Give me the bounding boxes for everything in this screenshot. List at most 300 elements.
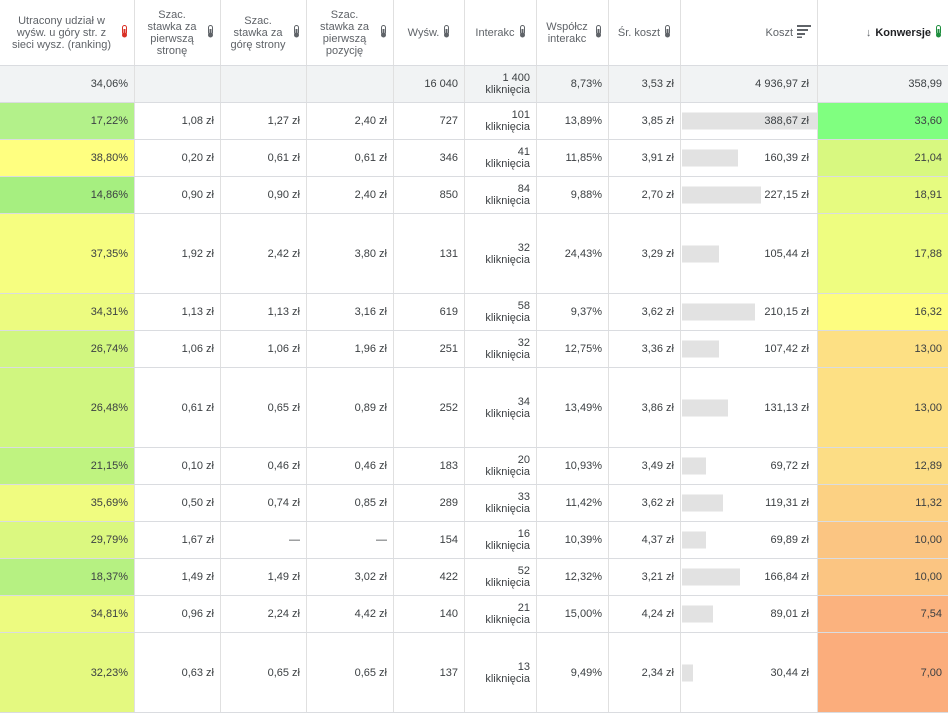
cell-cost	[681, 294, 818, 330]
cell-interactions	[465, 633, 537, 712]
column-header-label: Wyśw.	[407, 26, 440, 39]
cell-interactions	[465, 485, 537, 521]
interaction_rate-value: 11,42%	[565, 497, 602, 509]
table-row[interactable]	[0, 103, 948, 140]
column-header-label: Szac. stawka za pierwszą pozycję	[320, 8, 369, 57]
cell-bid_first_pos	[307, 66, 394, 102]
cell-bid_first_pos	[307, 103, 394, 139]
cell-bid_top	[221, 633, 307, 712]
bid_top-value: 1,27 zł	[267, 115, 300, 127]
cell-bid_first_page	[135, 66, 221, 102]
lost_is-value: 26,48%	[90, 401, 128, 414]
cell-cost	[681, 177, 818, 213]
interactions-count: 20	[517, 454, 530, 466]
bid_first_page-value: 1,67 zł	[181, 534, 214, 546]
table-row[interactable]	[0, 331, 948, 368]
cell-lost_is	[0, 66, 135, 102]
column-header-label: Konwersje	[875, 26, 931, 39]
impr-value: 16 040	[424, 78, 458, 90]
cost-value: 131,13 zł	[764, 401, 809, 414]
thermometer-gray-icon	[380, 25, 387, 41]
cost-value: 166,84 zł	[764, 571, 809, 583]
cell-bid_first_pos	[307, 177, 394, 213]
cost-bar	[682, 532, 706, 549]
cell-impr	[394, 103, 465, 139]
cell-conversions	[818, 66, 948, 102]
cost-bar	[682, 664, 693, 681]
interactions-value	[485, 602, 530, 626]
cell-conversions	[818, 294, 948, 330]
cell-lost_is	[0, 177, 135, 213]
column-header-label: Współcz interakc	[546, 20, 588, 45]
cell-cost	[681, 140, 818, 176]
bid_first_page-value: 0,10 zł	[181, 460, 214, 472]
conversions-value: 21,04	[914, 152, 942, 164]
impr-value: 346	[439, 152, 458, 164]
interactions-value	[485, 337, 530, 361]
cell-lost_is	[0, 633, 135, 712]
cell-interaction_rate	[537, 177, 609, 213]
interactions-count: 101	[511, 109, 530, 121]
cell-interactions	[465, 103, 537, 139]
cell-bid_top	[221, 368, 307, 447]
lost_is-value: 18,37%	[90, 571, 128, 583]
column-header-label: Utracony udział w wyśw. u góry str. z sieci wysz. (ranking)	[11, 14, 112, 51]
lost_is-value: 14,86%	[90, 189, 128, 201]
conversions-value: 13,00	[914, 401, 942, 414]
cell-interactions	[465, 559, 537, 595]
interactions-unit: kliknięcia	[485, 84, 530, 96]
lost_is-value: 35,69%	[90, 497, 128, 509]
cell-avg_cost	[609, 485, 681, 521]
cell-bid_first_pos	[307, 331, 394, 367]
cell-lost_is	[0, 331, 135, 367]
thermometer-gray-icon	[207, 25, 214, 41]
cell-interactions	[465, 522, 537, 558]
cell-conversions	[818, 633, 948, 712]
column-header-cost[interactable]	[681, 0, 818, 65]
cell-bid_first_pos	[307, 140, 394, 176]
impr-value: 850	[439, 189, 458, 201]
column-header-impr[interactable]	[394, 0, 465, 65]
cell-conversions	[818, 331, 948, 367]
cell-interaction_rate	[537, 368, 609, 447]
table-row[interactable]	[0, 448, 948, 485]
cell-interactions	[465, 66, 537, 102]
cell-cost	[681, 331, 818, 367]
interactions-value	[485, 146, 530, 170]
cost-bar	[682, 150, 738, 167]
interaction_rate-value: 9,37%	[570, 306, 602, 318]
column-header-interaction_rate[interactable]	[537, 0, 609, 65]
avg_cost-value: 3,29 zł	[641, 247, 674, 260]
bid_first_page-value: 0,63 zł	[181, 666, 214, 679]
cell-conversions	[818, 103, 948, 139]
cost-bar	[682, 495, 723, 512]
cost-value: 388,67 zł	[764, 115, 809, 127]
interaction_rate-value: 11,85%	[565, 152, 602, 164]
cost-value: 105,44 zł	[764, 247, 809, 260]
interactions-count: 16	[517, 528, 530, 540]
bid_first_pos-value: 2,40 zł	[354, 189, 387, 201]
conversions-value: 17,88	[914, 247, 942, 260]
cell-interactions	[465, 596, 537, 632]
conversions-value: 16,32	[914, 306, 942, 318]
cell-impr	[394, 66, 465, 102]
bid_top-value: 2,24 zł	[267, 608, 300, 620]
impr-value: 727	[439, 115, 458, 127]
bid_first_page-value: 1,06 zł	[181, 343, 214, 355]
interactions-count: 58	[517, 300, 530, 312]
cell-lost_is	[0, 596, 135, 632]
cell-bid_first_page	[135, 331, 221, 367]
conversions-value: 10,00	[914, 534, 942, 546]
cell-bid_top	[221, 140, 307, 176]
thermometer-gray-icon	[293, 25, 300, 41]
cell-lost_is	[0, 485, 135, 521]
cell-bid_top	[221, 559, 307, 595]
table-row[interactable]	[0, 633, 948, 713]
cell-impr	[394, 485, 465, 521]
conversions-value: 13,00	[914, 343, 942, 355]
table-header	[0, 0, 948, 66]
interactions-count: 21	[517, 602, 530, 614]
cell-interactions	[465, 294, 537, 330]
thermometer-red-icon	[121, 25, 128, 41]
bid_first_page-value: 1,92 zł	[181, 247, 214, 260]
interactions-unit: kliknięcia	[485, 121, 530, 133]
interactions-value	[485, 183, 530, 207]
avg_cost-value: 3,62 zł	[641, 306, 674, 318]
interactions-value	[485, 72, 530, 96]
cell-bid_top	[221, 331, 307, 367]
cost-bar	[682, 458, 706, 475]
cell-bid_first_page	[135, 559, 221, 595]
cost-bar	[682, 399, 728, 416]
bid_first_pos-value: 3,80 zł	[354, 247, 387, 260]
cell-interactions	[465, 177, 537, 213]
totals-row	[0, 66, 948, 103]
bid_first_pos-value: 1,96 zł	[354, 343, 387, 355]
cell-bid_top	[221, 294, 307, 330]
bid_top-value: —	[289, 534, 300, 546]
interactions-value	[485, 454, 530, 478]
cell-conversions	[818, 559, 948, 595]
cell-lost_is	[0, 214, 135, 293]
cost-value: 89,01 zł	[770, 608, 809, 620]
cell-impr	[394, 596, 465, 632]
cell-impr	[394, 633, 465, 712]
cell-avg_cost	[609, 66, 681, 102]
cell-lost_is	[0, 103, 135, 139]
cell-impr	[394, 177, 465, 213]
cell-lost_is	[0, 294, 135, 330]
cell-bid_top	[221, 596, 307, 632]
cell-interaction_rate	[537, 140, 609, 176]
cell-avg_cost	[609, 596, 681, 632]
cell-interactions	[465, 368, 537, 447]
bid_first_pos-value: 0,89 zł	[354, 401, 387, 414]
cell-avg_cost	[609, 331, 681, 367]
lost_is-value: 29,79%	[90, 534, 128, 546]
bid_top-value: 0,65 zł	[267, 401, 300, 414]
cell-lost_is	[0, 368, 135, 447]
interaction_rate-value: 13,89%	[564, 115, 602, 127]
column-header-conversions[interactable]	[818, 0, 948, 65]
bid_first_pos-value: 0,61 zł	[354, 152, 387, 164]
cell-cost	[681, 368, 818, 447]
cost-bar	[682, 569, 740, 586]
cell-interaction_rate	[537, 596, 609, 632]
interactions-count: 32	[517, 337, 530, 349]
cost-bar	[682, 304, 755, 321]
interactions-value	[485, 491, 530, 515]
lost_is-value: 21,15%	[90, 460, 128, 472]
interaction_rate-value: 15,00%	[564, 608, 602, 620]
bid_first_page-value: 0,61 zł	[181, 401, 214, 414]
table-row[interactable]	[0, 214, 948, 294]
cell-bid_top	[221, 448, 307, 484]
column-header-bid_first_page[interactable]	[135, 0, 221, 65]
column-header-interactions[interactable]	[465, 0, 537, 65]
interaction_rate-value: 12,75%	[564, 343, 602, 355]
bid_first_pos-value: 0,85 zł	[354, 497, 387, 509]
cell-cost	[681, 103, 818, 139]
cell-bid_first_page	[135, 177, 221, 213]
cell-impr	[394, 368, 465, 447]
bid_first_page-value: 0,96 zł	[181, 608, 214, 620]
conversions-value: 11,32	[915, 497, 942, 509]
table-row[interactable]	[0, 559, 948, 596]
interaction_rate-value: 10,39%	[564, 534, 602, 546]
conversions-value: 7,54	[920, 608, 942, 620]
interactions-unit: kliknięcia	[485, 407, 530, 420]
table-body	[0, 103, 948, 713]
interactions-value	[485, 109, 530, 133]
cost-value: 119,31 zł	[765, 497, 809, 509]
cell-avg_cost	[609, 559, 681, 595]
interactions-count: 32	[517, 241, 530, 254]
interactions-unit: kliknięcia	[485, 195, 530, 207]
cell-impr	[394, 140, 465, 176]
interactions-unit: kliknięcia	[485, 540, 530, 552]
lost_is-value: 34,81%	[90, 608, 128, 620]
bid_first_pos-value: 3,02 zł	[354, 571, 387, 583]
cell-interaction_rate	[537, 103, 609, 139]
avg_cost-value: 4,37 zł	[641, 534, 674, 546]
cell-bid_first_pos	[307, 596, 394, 632]
column-header-label: Koszt	[765, 26, 793, 39]
bid_top-value: 0,90 zł	[267, 189, 300, 201]
bid_first_pos-value: 3,16 zł	[354, 306, 387, 318]
bars-icon	[797, 24, 811, 41]
interactions-count: 13	[517, 660, 530, 673]
cell-impr	[394, 331, 465, 367]
interactions-unit: kliknięcia	[485, 577, 530, 589]
impr-value: 289	[439, 497, 458, 509]
cell-avg_cost	[609, 633, 681, 712]
interactions-count: 34	[517, 395, 530, 408]
cell-bid_first_pos	[307, 559, 394, 595]
cost-bar	[682, 245, 719, 262]
table-row[interactable]	[0, 294, 948, 331]
cost-value: 227,15 zł	[764, 189, 809, 201]
column-header-bid_first_pos[interactable]	[307, 0, 394, 65]
avg_cost-value: 3,21 zł	[641, 571, 674, 583]
cell-bid_first_page	[135, 140, 221, 176]
cell-interactions	[465, 214, 537, 293]
interactions-value	[485, 300, 530, 324]
cell-bid_first_pos	[307, 294, 394, 330]
cell-avg_cost	[609, 103, 681, 139]
avg_cost-value: 4,24 zł	[641, 608, 674, 620]
bid_top-value: 1,13 zł	[267, 306, 300, 318]
impr-value: 131	[439, 247, 458, 260]
cell-lost_is	[0, 140, 135, 176]
cost-value: 107,42 zł	[764, 343, 809, 355]
conversions-value: 7,00	[920, 666, 942, 679]
lost_is-value: 37,35%	[90, 247, 128, 260]
bid_top-value: 1,06 zł	[267, 343, 300, 355]
avg_cost-value: 2,70 zł	[641, 189, 674, 201]
interactions-unit: kliknięcia	[485, 158, 530, 170]
interaction_rate-value: 9,49%	[570, 666, 602, 679]
cell-interaction_rate	[537, 66, 609, 102]
cell-interaction_rate	[537, 448, 609, 484]
cell-cost	[681, 485, 818, 521]
impr-value: 154	[439, 534, 458, 546]
cell-avg_cost	[609, 522, 681, 558]
arrow-down-icon: ↓	[865, 26, 872, 39]
table-row[interactable]	[0, 485, 948, 522]
avg_cost-value: 2,34 zł	[641, 666, 674, 679]
interactions-value	[485, 528, 530, 552]
avg_cost-value: 3,62 zł	[641, 497, 674, 509]
table-row[interactable]	[0, 368, 948, 448]
table-row[interactable]	[0, 177, 948, 214]
interactions-unit: kliknięcia	[485, 614, 530, 626]
cost-value: 210,15 zł	[764, 306, 809, 318]
conversions-value: 18,91	[914, 189, 942, 201]
bid_first_pos-value: —	[376, 534, 387, 546]
cell-bid_first_page	[135, 522, 221, 558]
avg_cost-value: 3,86 zł	[641, 401, 674, 414]
impr-value: 183	[439, 460, 458, 472]
column-header-bid_top[interactable]	[221, 0, 307, 65]
cell-bid_first_pos	[307, 368, 394, 447]
bid_top-value: 0,74 zł	[267, 497, 300, 509]
bid_first_page-value: 0,50 zł	[181, 497, 214, 509]
cell-avg_cost	[609, 177, 681, 213]
cell-bid_first_page	[135, 214, 221, 293]
cell-impr	[394, 559, 465, 595]
bid_first_page-value: 0,20 zł	[181, 152, 214, 164]
cell-lost_is	[0, 559, 135, 595]
avg_cost-value: 3,85 zł	[641, 115, 674, 127]
cell-impr	[394, 294, 465, 330]
table-row[interactable]	[0, 596, 948, 633]
cell-interactions	[465, 140, 537, 176]
bid_first_pos-value: 2,40 zł	[354, 115, 387, 127]
interactions-unit: kliknięcia	[485, 349, 530, 361]
thermometer-gray-icon	[595, 25, 602, 41]
cell-cost	[681, 522, 818, 558]
cell-interaction_rate	[537, 331, 609, 367]
cell-cost	[681, 633, 818, 712]
thermometer-green-icon	[935, 25, 942, 41]
interactions-unit: kliknięcia	[485, 466, 530, 478]
cell-lost_is	[0, 522, 135, 558]
cell-interaction_rate	[537, 559, 609, 595]
column-header-label: Śr. koszt	[617, 26, 661, 39]
cell-bid_top	[221, 522, 307, 558]
table-row[interactable]	[0, 140, 948, 177]
lost_is-value: 17,22%	[90, 115, 128, 127]
cell-bid_top	[221, 103, 307, 139]
cell-interaction_rate	[537, 294, 609, 330]
column-header-avg_cost[interactable]	[609, 0, 681, 65]
interactions-count: 84	[517, 183, 530, 195]
cell-conversions	[818, 140, 948, 176]
cell-bid_top	[221, 485, 307, 521]
cell-interactions	[465, 448, 537, 484]
column-header-label: Interakc	[475, 26, 515, 39]
column-header-lost_is[interactable]	[0, 0, 135, 65]
bid_top-value: 0,61 zł	[267, 152, 300, 164]
cost-value: 160,39 zł	[764, 152, 809, 164]
bid_first_page-value: 1,49 zł	[181, 571, 214, 583]
cell-bid_first_page	[135, 294, 221, 330]
cell-conversions	[818, 177, 948, 213]
bid_top-value: 0,65 zł	[267, 666, 300, 679]
cell-lost_is	[0, 448, 135, 484]
interaction_rate-value: 12,32%	[564, 571, 602, 583]
interaction_rate-value: 8,73%	[570, 78, 602, 90]
bid_first_pos-value: 0,46 zł	[354, 460, 387, 472]
interactions-value	[485, 565, 530, 589]
cell-conversions	[818, 448, 948, 484]
cell-conversions	[818, 596, 948, 632]
cell-bid_top	[221, 177, 307, 213]
interaction_rate-value: 13,49%	[564, 401, 602, 414]
thermometer-gray-icon	[519, 25, 526, 41]
cell-bid_first_pos	[307, 485, 394, 521]
cell-bid_first_pos	[307, 522, 394, 558]
interaction_rate-value: 24,43%	[564, 247, 602, 260]
impr-value: 252	[439, 401, 458, 414]
cell-bid_first_pos	[307, 214, 394, 293]
interactions-value	[485, 242, 530, 266]
cell-conversions	[818, 368, 948, 447]
conversions-value: 358,99	[908, 78, 942, 90]
lost_is-value: 26,74%	[90, 343, 128, 355]
bid_first_pos-value: 0,65 zł	[354, 666, 387, 679]
cell-cost	[681, 448, 818, 484]
cost-value: 69,89 zł	[770, 534, 809, 546]
interactions-count: 33	[517, 491, 530, 503]
cell-interaction_rate	[537, 522, 609, 558]
bid_first_page-value: 1,08 zł	[181, 115, 214, 127]
cost-value: 30,44 zł	[770, 666, 809, 679]
bid_first_page-value: 0,90 zł	[181, 189, 214, 201]
interactions-unit: kliknięcia	[485, 253, 530, 266]
table-row[interactable]	[0, 522, 948, 559]
bid_top-value: 2,42 zł	[267, 247, 300, 260]
cell-bid_first_page	[135, 596, 221, 632]
avg_cost-value: 3,49 zł	[641, 460, 674, 472]
interaction_rate-value: 9,88%	[570, 189, 602, 201]
lost_is-value: 34,31%	[90, 306, 128, 318]
